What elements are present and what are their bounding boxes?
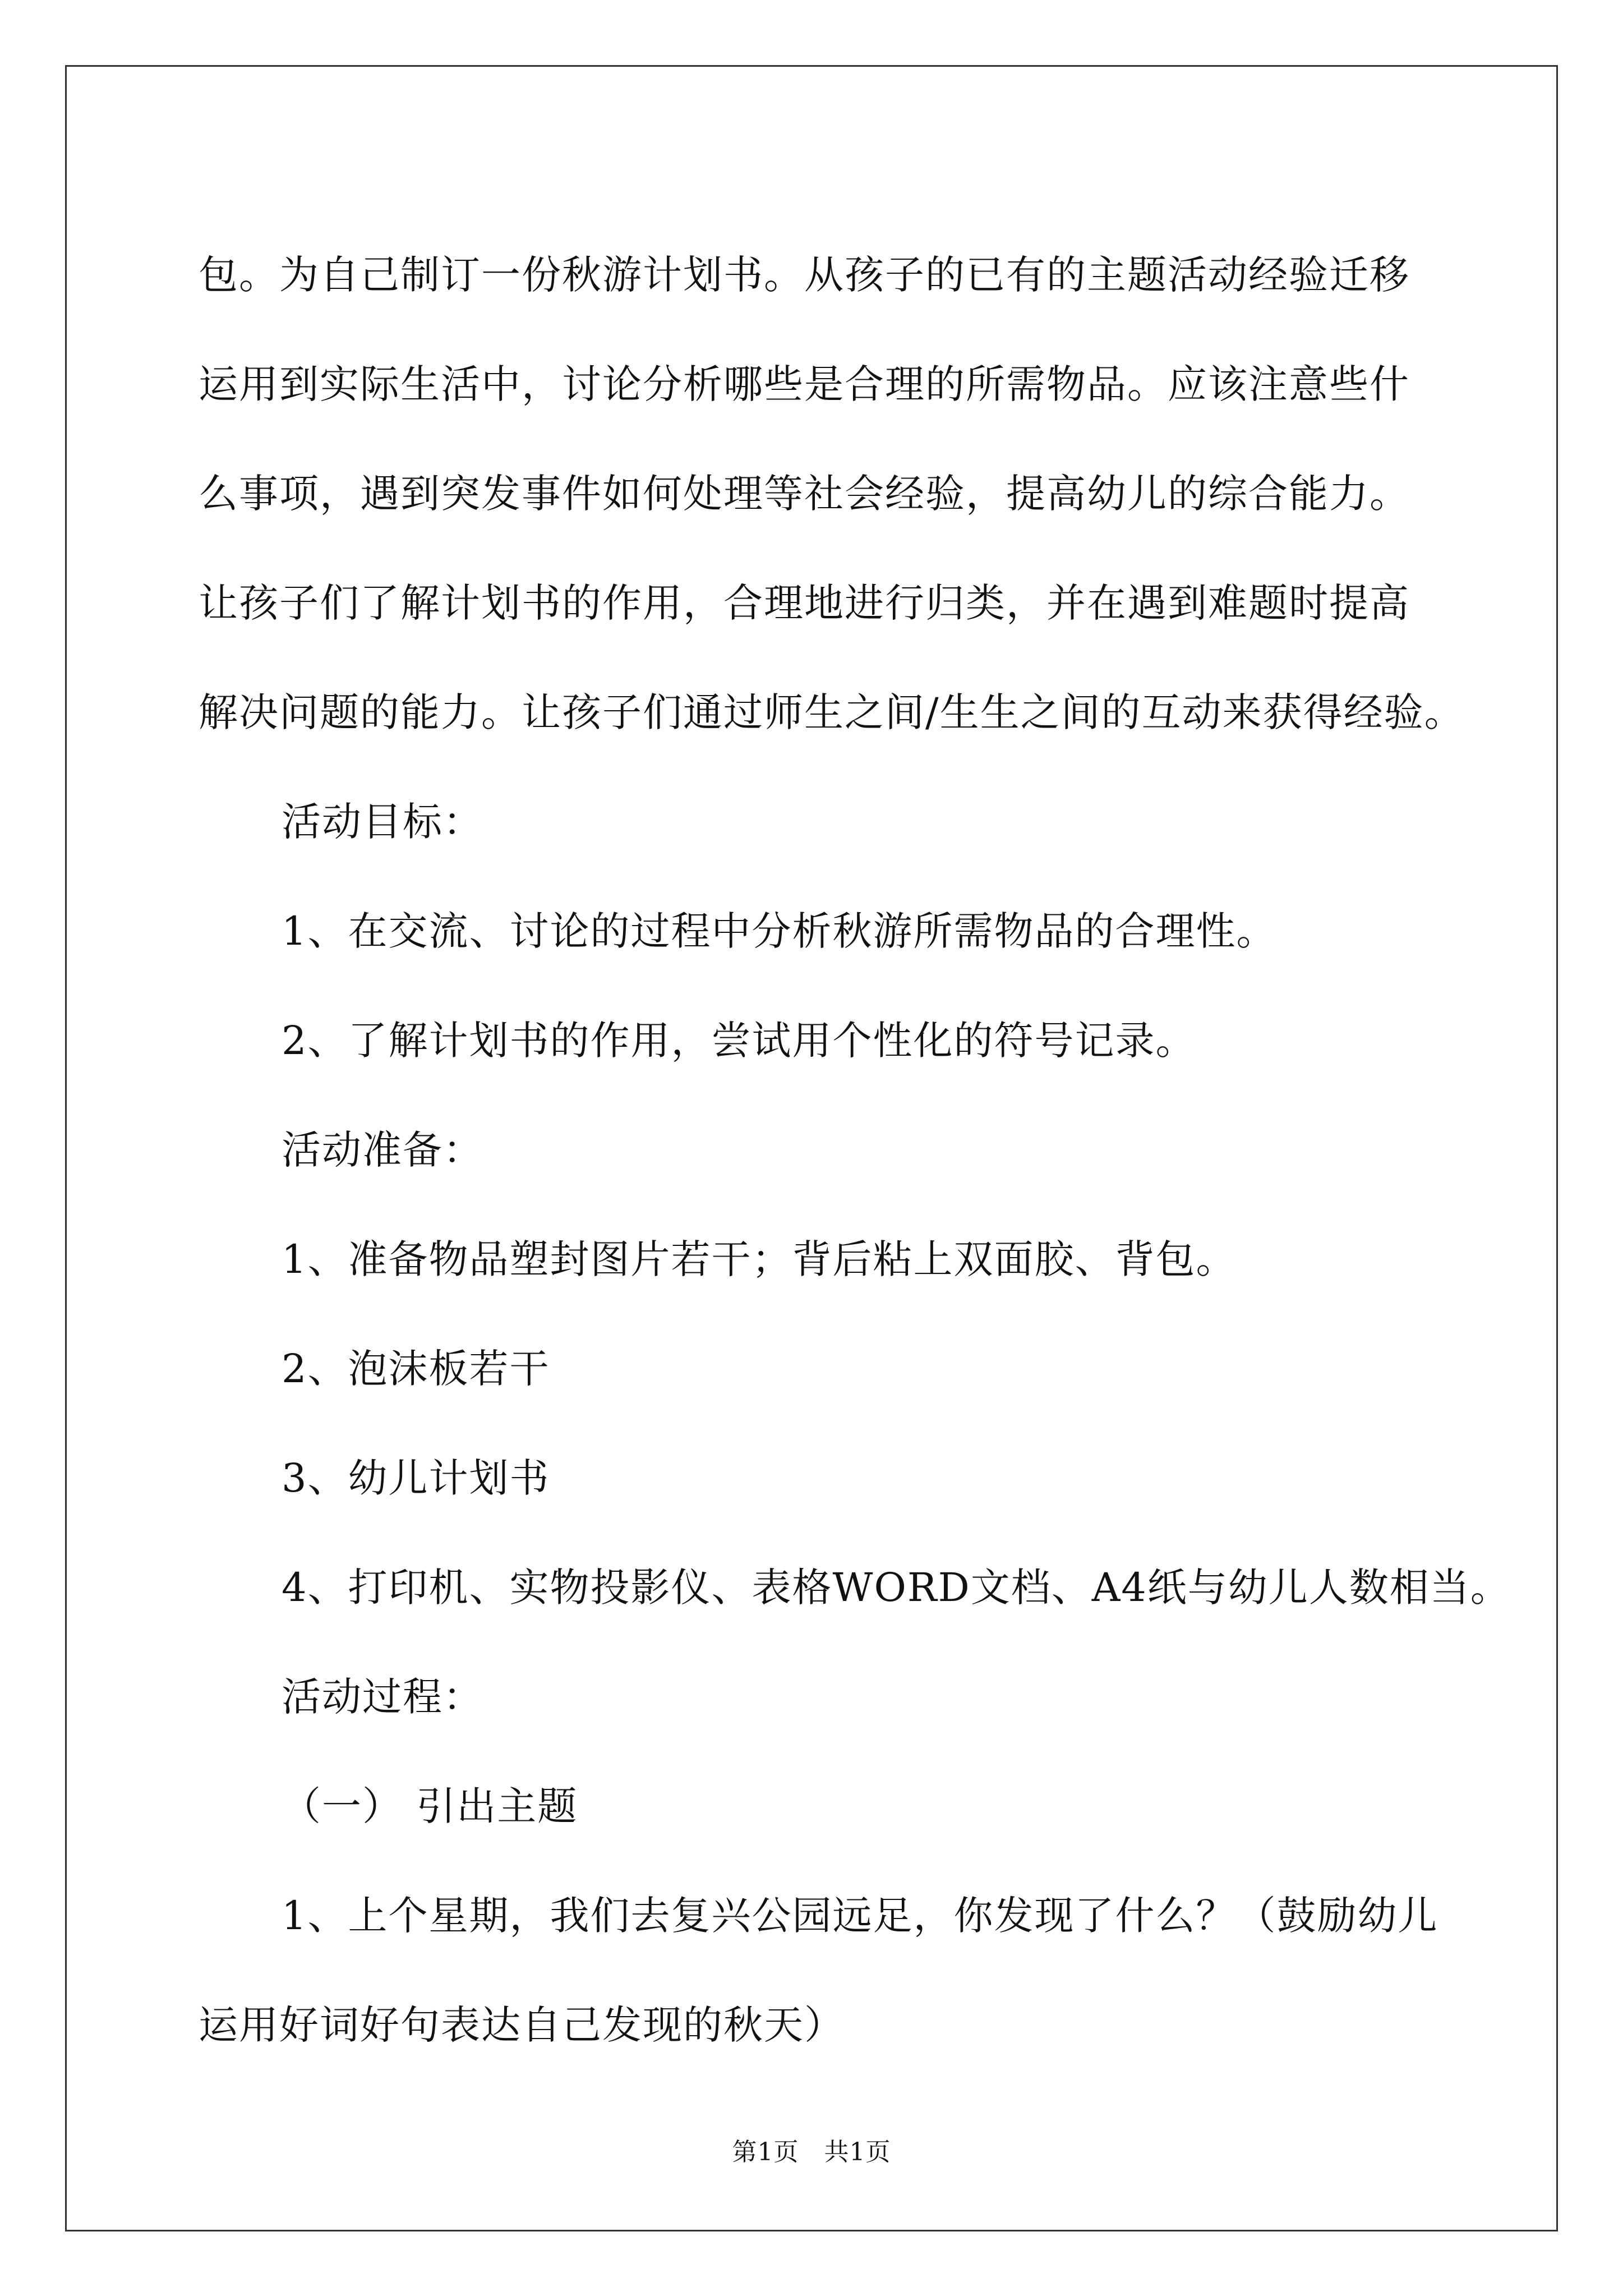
preparation-item-2: 2、泡沫板若干 — [282, 1346, 550, 1392]
preparation-item-1: 1、准备物品塑封图片若干；背后粘上双面胶、背包。 — [282, 1236, 1237, 1282]
paragraph-3: 么事项，遇到突发事件如何处理等社会经验，提高幼儿的综合能力。 — [199, 471, 1410, 517]
paragraph-5: 解决问题的能力。让孩子们通过师生之间/生生之间的互动来获得经验。 — [199, 689, 1465, 735]
goal-item-2: 2、了解计划书的作用，尝试用个性化的符号记录。 — [282, 1018, 1196, 1064]
goal-item-1: 1、在交流、讨论的过程中分析秋游所需物品的合理性。 — [282, 908, 1277, 954]
process-subheading-1: （一） 引出主题 — [282, 1783, 578, 1829]
paragraph-2: 运用到实际生活中，讨论分析哪些是合理的所需物品。应该注意些什 — [199, 361, 1410, 407]
paragraph-4: 让孩子们了解计划书的作用，合理地进行归类，并在遇到难题时提高 — [199, 580, 1410, 626]
preparation-item-3: 3、幼儿计划书 — [282, 1455, 550, 1501]
page-number: 第1页 共1页 — [732, 2138, 891, 2166]
process-item-1: 1、上个星期，我们去复兴公园远足，你发现了什么？（鼓励幼儿 — [282, 1893, 1438, 1939]
process-item-1-continued: 运用好词好句表达自己发现的秋天） — [199, 2002, 845, 2048]
section-heading-preparation: 活动准备： — [282, 1127, 483, 1173]
paragraph-1: 包。为自己制订一份秋游计划书。从孩子的已有的主题活动经验迁移 — [199, 252, 1410, 298]
preparation-item-4: 4、打印机、实物投影仪、表格WORD文档、A4纸与幼儿人数相当。 — [282, 1565, 1511, 1611]
section-heading-goals: 活动目标： — [282, 799, 483, 845]
section-heading-process: 活动过程： — [282, 1674, 483, 1720]
document-body — [199, 220, 1511, 2080]
